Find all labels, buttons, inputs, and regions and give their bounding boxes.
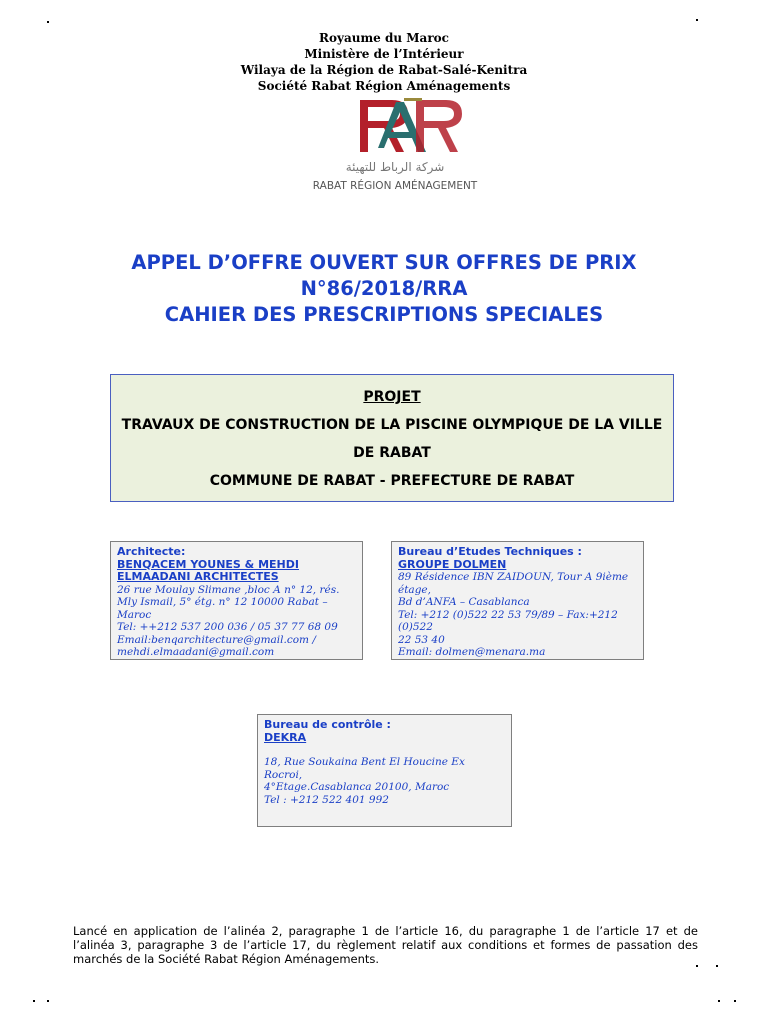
control-name: DEKRA — [264, 730, 307, 744]
corner-mark — [718, 1000, 720, 1002]
bet-heading: Bureau d’Etudes Techniques : — [398, 545, 582, 558]
control-address-1: 18, Rue Soukaina Bent El Houcine Ex Rocroi, — [264, 756, 465, 781]
bet-name: GROUPE DOLMEN — [398, 557, 507, 571]
title-line-2: N°86/2018/RRA — [300, 277, 468, 300]
footer-text: Lancé en application de l’alinéa 2, paragraphe 1 de l’article 16, du paragraphe 1 de l’article 17 et de l’alinéa 3, paragraphe 3 de l’article 17, du règlement relatif aux conditions et formes de passation des marchés de la Société Rabat Région Aménagements. — [73, 924, 698, 966]
architect-email-1: Email:benqarchitecture@gmail.com / — [117, 633, 316, 646]
corner-mark — [47, 21, 49, 23]
bet-address-2: Bd d’ANFA – Casablanca — [398, 596, 530, 608]
architect-email-2: mehdi.elmaadani@gmail.com — [117, 646, 275, 658]
architect-box — [110, 541, 363, 660]
architect-address-1: 26 rue Moulay Slimane ,bloc A n° 12, rés. — [117, 583, 340, 596]
header-line-ministry: Ministère de l’Intérieur — [304, 47, 464, 61]
architect-tel: Tel: ++212 537 200 036 / 05 37 77 68 09 — [117, 621, 338, 633]
control-spacer — [264, 744, 505, 756]
title-line-3: CAHIER DES PRESCRIPTIONS SPECIALES — [164, 303, 604, 326]
control-heading: Bureau de contrôle : — [264, 718, 391, 731]
corner-mark — [696, 965, 698, 967]
architect-address-2: Mly Ismail, 5° étg. n° 12 10000 Rabat –Maroc — [117, 596, 328, 621]
bet-box — [391, 541, 644, 660]
architect-name-2: ELMAADANI ARCHITECTES — [117, 570, 279, 583]
bet-tel-1: Tel: +212 (0)522 22 53 79/89 – Fax:+212 (0)522 — [398, 608, 618, 633]
control-tel: Tel : +212 522 401 992 — [264, 793, 389, 806]
logo-latin-text: RABAT RÉGION AMÉNAGEMENT — [312, 180, 478, 192]
logo-accent — [404, 98, 422, 101]
corner-mark — [716, 965, 718, 967]
architect-heading: Architecte: — [117, 545, 186, 558]
project-line-1: TRAVAUX DE CONSTRUCTION DE LA PISCINE OLYMPIQUE DE LA VILLE — [121, 417, 663, 433]
project-line-2: DE RABAT — [353, 445, 431, 461]
corner-mark — [33, 1000, 35, 1002]
logo-right-r — [416, 100, 462, 152]
header-block — [0, 30, 768, 94]
header-line-wilaya: Wilaya de la Région de Rabat-Salé-Kenitra — [240, 63, 528, 77]
corner-mark — [734, 1000, 736, 1002]
project-box — [110, 374, 674, 502]
header-line-kingdom: Royaume du Maroc — [319, 31, 449, 45]
control-box — [257, 714, 512, 827]
bet-tel-2: 22 53 40 — [398, 633, 445, 646]
control-address-2: 4°Etage.Casablanca 20100, Maroc — [264, 781, 450, 793]
corner-mark — [696, 19, 698, 21]
project-line-3: COMMUNE DE RABAT - PREFECTURE DE RABAT — [209, 473, 575, 489]
bet-address-1: 89 Résidence IBN ZAIDOUN, Tour A 9ième étage, — [398, 571, 629, 596]
project-label: PROJET — [363, 389, 421, 405]
title-line-1: APPEL D’OFFRE OUVERT SUR OFFRES DE PRIX — [131, 251, 637, 274]
logo-arabic-text: شركة الرباط للتهيئة — [345, 160, 445, 174]
corner-mark — [47, 1000, 49, 1002]
bet-email: Email: dolmen@menara.ma — [398, 646, 546, 658]
architect-name-1: BENQACEM YOUNES & MEHDI — [117, 557, 299, 571]
document-title — [0, 250, 768, 328]
header-line-company: Société Rabat Région Aménagements — [257, 79, 511, 93]
